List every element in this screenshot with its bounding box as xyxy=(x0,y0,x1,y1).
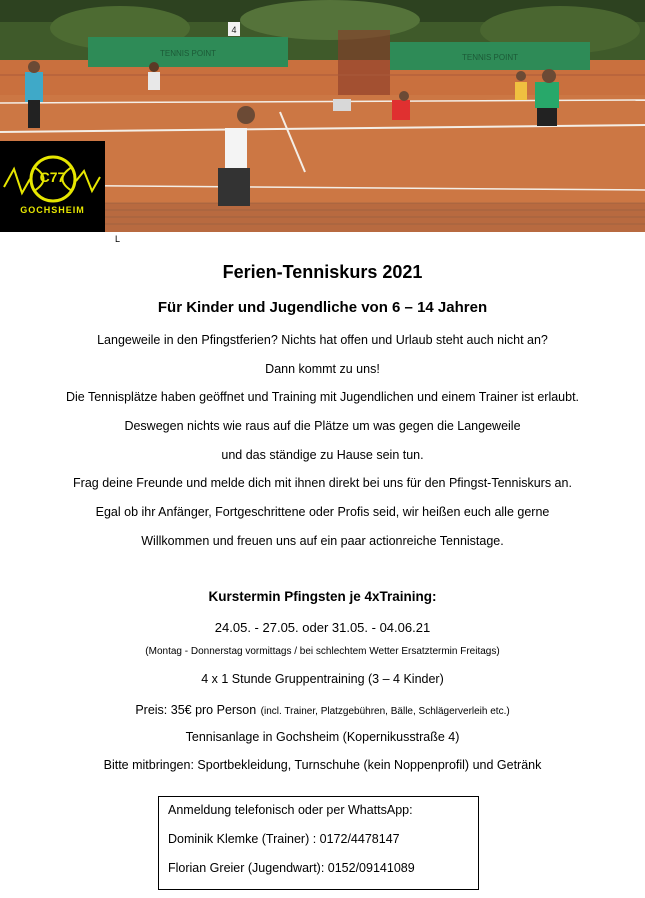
contact-youth-warden: Florian Greier (Jugendwart): 0152/09141089 xyxy=(168,861,415,875)
intro-line: Langeweile in den Pfingstferien? Nichts hat offen und Urlaub steht auch nicht an? xyxy=(97,333,548,347)
court-number: 4 xyxy=(231,25,237,35)
club-logo xyxy=(0,141,105,232)
logo-mark: C77 xyxy=(39,169,66,185)
price-line xyxy=(0,701,645,719)
price-note: (incl. Trainer, Platzgebühren, Bälle, Schlägerverleih etc.) xyxy=(260,706,510,717)
bring-list: Bitte mitbringen: Sportbekleidung, Turnschuhe (kein Noppenprofil) und Getränk xyxy=(103,758,542,772)
course-heading: Kurstermin Pfingsten je 4xTraining: xyxy=(208,589,437,604)
schedule-note: (Montag - Donnerstag vormittags / bei schlechtem Wetter Ersatztermin Freitags) xyxy=(145,646,500,657)
intro-line: Die Tennisplätze haben geöffnet und Training mit Jugendlichen und einem Trainer ist erlaubt. xyxy=(65,390,580,404)
contact-box xyxy=(158,796,479,890)
page-title: Ferien-Tenniskurs 2021 xyxy=(222,262,423,282)
contact-heading: Anmeldung telefonisch oder per WhattsApp: xyxy=(168,803,413,817)
intro-line: und das ständige zu Hause sein tun. xyxy=(221,448,424,462)
tennis-ball-logo-icon xyxy=(0,141,105,232)
sign-right-text: TENNIS POINT xyxy=(461,53,519,62)
stray-mark: L xyxy=(115,234,121,244)
intro-line: Egal ob ihr Anfänger, Fortgeschrittene oder Profis seid, wir heißen euch alle gerne xyxy=(95,505,550,519)
page-subtitle: Für Kinder und Jugendliche von 6 – 14 Jahren xyxy=(157,299,488,316)
intro-line: Deswegen nichts wie raus auf die Plätze um was gegen die Langeweile xyxy=(124,419,521,433)
intro-line: Frag deine Freunde und melde dich mit ihnen direkt bei uns für den Pfingst-Tenniskurs an. xyxy=(73,476,572,490)
course-dates: 24.05. - 27.05. oder 31.05. - 04.06.21 xyxy=(214,620,431,635)
intro-line: Willkommen und freuen uns auf ein paar actionreiche Tennistage. xyxy=(141,534,504,548)
intro-line: Dann kommt zu uns! xyxy=(265,362,380,376)
price-label: Preis: 35€ pro Person xyxy=(135,703,257,717)
contact-trainer: Dominik Klemke (Trainer) : 0172/4478147 xyxy=(168,832,400,846)
course-format: 4 x 1 Stunde Gruppentraining (3 – 4 Kinder) xyxy=(201,672,444,686)
sign-left-text: TENNIS POINT xyxy=(159,49,217,58)
logo-name: GOCHSHEIM xyxy=(20,205,85,215)
location: Tennisanlage in Gochsheim (Kopernikusstraße 4) xyxy=(185,730,460,744)
